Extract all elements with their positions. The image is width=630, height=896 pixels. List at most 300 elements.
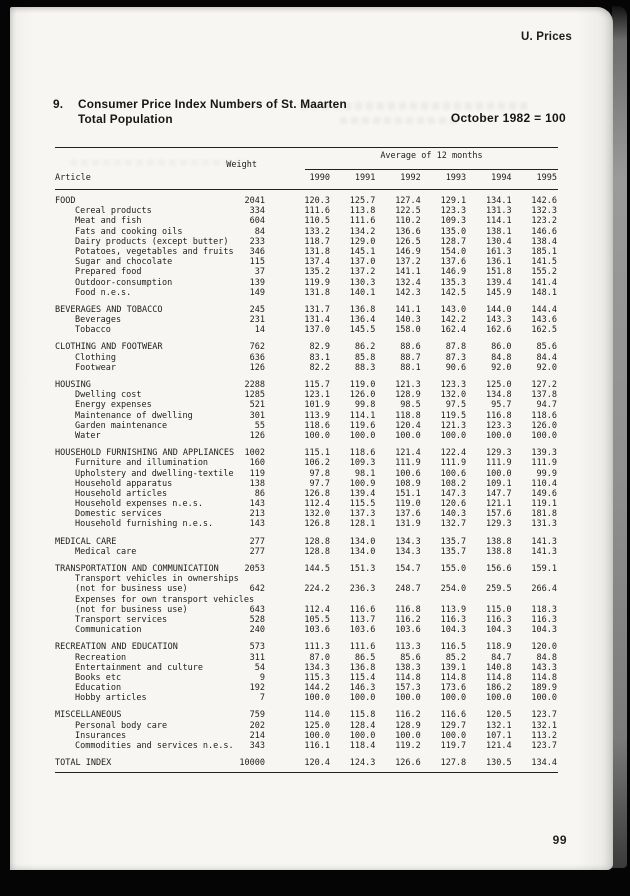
- year-header: 1994: [491, 173, 512, 183]
- weight-cell: 119: [249, 468, 265, 479]
- index-value-cell: 115.1: [304, 448, 330, 459]
- index-value-cell: 125.0: [485, 380, 512, 390]
- index-value-cell: 100.0: [304, 430, 330, 441]
- title-line2: Total Population: [78, 111, 173, 126]
- table-row: [55, 673, 558, 683]
- index-value-cell: 145.9: [485, 287, 512, 298]
- index-value-cell: 86.5: [354, 652, 376, 663]
- index-value-cell: 100.0: [485, 468, 512, 479]
- index-value-cell: 132.4: [395, 277, 421, 288]
- index-value-cell: 119.2: [395, 741, 421, 751]
- index-value-cell: 114.8: [440, 672, 467, 683]
- index-value-cell: 103.6: [395, 625, 421, 636]
- index-value-cell: 136.4: [349, 315, 376, 326]
- index-value-cell: 131.4: [304, 315, 330, 326]
- index-value-cell: [421, 595, 466, 605]
- year-header: 1993: [445, 173, 467, 183]
- index-value-cell: 115.3: [304, 672, 330, 683]
- index-value-cell: 112.4: [304, 499, 330, 510]
- table-row: [55, 499, 558, 509]
- index-value-cell: 88.6: [400, 342, 421, 353]
- index-value-cell: 140.3: [440, 509, 467, 520]
- article-cell: Transport services: [75, 614, 168, 625]
- table-row: [55, 741, 558, 751]
- index-value-cell: 132.1: [485, 720, 512, 731]
- index-value-cell: 128.7: [440, 236, 467, 247]
- index-value-cell: 88.1: [400, 362, 421, 373]
- weight-cell: 55: [254, 420, 265, 431]
- index-value-cell: 128.1: [349, 519, 376, 530]
- index-value-cell: 141.1: [395, 304, 421, 315]
- index-value-cell: 119.0: [395, 499, 421, 510]
- article-cell: Maintenance of dwelling: [75, 410, 193, 421]
- index-value-cell: 155.2: [531, 267, 557, 278]
- index-value-cell: 116.3: [485, 614, 512, 625]
- index-value-cell: 136.8: [349, 304, 376, 315]
- article-cell: Fats and cooking oils: [75, 226, 183, 237]
- article-cell: Transport vehicles in ownerships: [75, 574, 239, 585]
- index-value-cell: 136.1: [485, 257, 512, 268]
- weight-cell: 54: [254, 662, 265, 673]
- index-value-cell: 144.4: [531, 304, 557, 315]
- index-value-cell: 134.0: [349, 546, 376, 557]
- weight-cell: 213: [249, 509, 265, 520]
- index-value-cell: 138.8: [485, 546, 512, 557]
- section-number: 9.: [53, 97, 64, 111]
- index-value-cell: 134.4: [531, 758, 557, 769]
- table-row: [55, 305, 558, 315]
- index-value-cell: 141.1: [395, 267, 421, 278]
- article-cell: CLOTHING AND FOOTWEAR: [55, 342, 163, 353]
- index-value-cell: 121.3: [395, 380, 421, 390]
- index-value-cell: 118.7: [304, 236, 330, 247]
- index-value-cell: 133.2: [304, 226, 330, 237]
- index-value-cell: 122.4: [440, 448, 467, 459]
- index-value-cell: 134.1: [485, 196, 512, 206]
- index-value-cell: 186.2: [485, 683, 512, 694]
- index-value-cell: 128.4: [349, 720, 376, 731]
- weight-cell: 301: [249, 410, 265, 421]
- article-cell: Household articles: [75, 488, 168, 499]
- index-value-cell: 139.4: [485, 277, 512, 288]
- table-row: [55, 363, 558, 373]
- index-value-cell: 128.9: [395, 720, 421, 731]
- index-value-cell: 137.6: [395, 509, 421, 520]
- index-value-cell: 100.0: [440, 430, 467, 441]
- year-header-row: [55, 173, 558, 183]
- index-value-cell: 143.3: [531, 662, 557, 673]
- index-value-cell: 127.4: [395, 196, 421, 206]
- table-row: [55, 400, 558, 410]
- index-value-cell: 131.8: [304, 287, 330, 298]
- index-value-cell: 100.0: [395, 430, 421, 441]
- index-value-cell: [466, 574, 511, 584]
- table-row: [55, 421, 558, 431]
- article-cell: Footwear: [75, 362, 116, 373]
- index-value-cell: 122.5: [395, 206, 421, 217]
- table-row: [55, 625, 558, 635]
- index-value-cell: 113.9: [304, 410, 330, 421]
- index-value-cell: 149.6: [531, 488, 557, 499]
- year-header: 1995: [536, 173, 557, 183]
- index-value-cell: 113.7: [349, 614, 376, 625]
- index-value-cell: 84.8: [536, 652, 557, 663]
- index-value-cell: 100.0: [531, 430, 557, 441]
- index-value-cell: 111.9: [440, 458, 467, 469]
- weight-cell: 642: [249, 584, 265, 595]
- index-value-cell: 142.5: [440, 287, 467, 298]
- index-value-cell: 146.3: [349, 683, 376, 694]
- article-cell: MEDICAL CARE: [55, 536, 117, 547]
- article-cell: Upholstery and dwelling-textile: [75, 468, 234, 479]
- article-cell: Medical care: [75, 546, 137, 557]
- weight-cell: 115: [249, 257, 265, 268]
- index-value-cell: 87.8: [445, 342, 467, 353]
- index-value-cell: 108.2: [440, 478, 467, 489]
- index-value-cell: 104.3: [531, 625, 557, 636]
- index-value-cell: 141.4: [531, 277, 557, 288]
- index-value-cell: 123.3: [440, 206, 467, 217]
- weight-cell: 245: [249, 304, 265, 315]
- index-value-cell: 86.2: [354, 342, 376, 353]
- index-value-cell: 110.2: [395, 216, 421, 227]
- article-cell: Outdoor-consumption: [75, 277, 173, 288]
- article-cell: Clothing: [75, 352, 116, 363]
- weight-cell: 10000: [239, 758, 265, 769]
- weight-cell: 202: [249, 720, 265, 731]
- index-value-cell: 138.1: [485, 226, 512, 237]
- index-value-cell: 100.0: [349, 430, 376, 441]
- index-value-cell: 134.2: [349, 226, 376, 237]
- index-value-cell: 162.4: [440, 325, 467, 336]
- index-value-cell: 132.7: [440, 519, 467, 530]
- index-value-cell: 97.7: [309, 478, 330, 489]
- index-value-cell: 111.6: [304, 206, 330, 217]
- index-value-cell: 144.2: [304, 683, 330, 694]
- weight-cell: 9: [259, 672, 265, 683]
- weight-cell: 214: [249, 730, 265, 741]
- index-value-cell: 143.6: [531, 315, 557, 326]
- document-page: [10, 7, 613, 870]
- weight-cell: 277: [249, 536, 265, 547]
- index-value-cell: [330, 574, 375, 584]
- index-value-cell: 131.9: [395, 519, 421, 530]
- weight-cell: 521: [249, 400, 265, 411]
- weight-cell: 192: [249, 683, 265, 694]
- index-value-cell: 140.1: [349, 287, 376, 298]
- index-value-cell: 126.6: [395, 758, 421, 769]
- index-value-cell: 120.3: [304, 196, 330, 206]
- index-value-cell: 111.6: [349, 216, 376, 227]
- index-value-cell: 129.0: [349, 236, 376, 247]
- weight-cell: 636: [249, 352, 265, 363]
- article-cell: Sugar and chocolate: [75, 257, 173, 268]
- index-value-cell: 139.1: [440, 662, 467, 673]
- weight-cell: 139: [249, 277, 265, 288]
- index-value-cell: 181.8: [531, 509, 557, 520]
- index-value-cell: 135.7: [440, 546, 467, 557]
- index-value-cell: 100.6: [395, 468, 421, 479]
- index-value-cell: 95.7: [491, 400, 512, 411]
- article-cell: (not for business use): [75, 584, 188, 595]
- index-value-cell: 130.4: [485, 236, 512, 247]
- index-value-cell: 116.3: [440, 614, 467, 625]
- article-cell: Dwelling cost: [75, 390, 142, 401]
- table-row: [55, 584, 558, 594]
- index-value-cell: 135.2: [304, 267, 330, 278]
- article-cell: Potatoes, vegetables and fruits: [75, 246, 234, 257]
- index-value-cell: 87.3: [445, 352, 467, 363]
- index-value-cell: 128.9: [395, 390, 421, 401]
- index-value-cell: 115.0: [485, 604, 512, 615]
- index-value-cell: 82.9: [309, 342, 330, 353]
- index-value-cell: 87.0: [309, 652, 330, 663]
- index-value-cell: [330, 595, 375, 605]
- weight-cell: [205, 595, 265, 605]
- weight-cell: 149: [249, 287, 265, 298]
- index-value-cell: 136.8: [349, 662, 376, 673]
- index-value-cell: 134.3: [304, 662, 330, 673]
- index-value-cell: 141.5: [531, 257, 557, 268]
- index-value-cell: 137.0: [304, 325, 330, 336]
- article-cell: Books etc: [75, 672, 122, 683]
- weight-cell: 231: [249, 315, 265, 326]
- table-row: [55, 227, 558, 237]
- index-value-cell: 131.8: [304, 246, 330, 257]
- article-cell: Education: [75, 683, 122, 694]
- weight-cell: 126: [249, 430, 265, 441]
- article-cell: MISCELLANEOUS: [55, 710, 122, 721]
- index-value-cell: 110.5: [304, 216, 330, 227]
- index-value-cell: 84.7: [491, 652, 512, 663]
- index-value-cell: 100.0: [440, 730, 467, 741]
- index-value-cell: 116.2: [395, 710, 421, 721]
- table-row: [55, 564, 558, 574]
- index-value-cell: 111.6: [349, 642, 376, 653]
- index-value-cell: 84.8: [491, 352, 512, 363]
- article-cell: Prepared food: [75, 267, 142, 278]
- article-cell: Household expenses n.e.s.: [75, 499, 203, 510]
- index-value-cell: 136.6: [395, 226, 421, 237]
- article-cell: Water: [75, 430, 101, 441]
- article-cell: FOOD: [55, 196, 76, 206]
- index-value-cell: 100.0: [349, 730, 376, 741]
- table-row: [55, 247, 558, 257]
- table-row: [55, 693, 558, 703]
- index-value-cell: 120.4: [304, 758, 330, 769]
- article-cell: (not for business use): [75, 604, 188, 615]
- table-row: [55, 605, 558, 615]
- table-row: [55, 758, 558, 768]
- year-header: 1990: [309, 173, 330, 183]
- weight-header: Weight: [226, 160, 257, 170]
- table-row: [55, 267, 558, 277]
- index-value-cell: 104.3: [440, 625, 467, 636]
- index-value-cell: 108.9: [395, 478, 421, 489]
- table-row: [55, 615, 558, 625]
- index-value-cell: [466, 595, 511, 605]
- index-value-cell: 116.3: [531, 614, 557, 625]
- index-value-cell: 114.1: [349, 410, 376, 421]
- index-value-cell: [512, 574, 557, 584]
- weight-cell: 143: [249, 499, 265, 510]
- index-value-cell: 121.1: [485, 499, 512, 510]
- index-value-cell: 132.1: [531, 720, 557, 731]
- index-value-cell: 145.1: [349, 246, 376, 257]
- index-value-cell: 126.5: [395, 236, 421, 247]
- index-value-cell: 98.5: [400, 400, 421, 411]
- article-cell: TRANSPORTATION AND COMMUNICATION: [55, 564, 219, 574]
- index-value-cell: 113.8: [349, 206, 376, 217]
- index-value-cell: 114.1: [485, 216, 512, 227]
- index-value-cell: 146.6: [531, 226, 557, 237]
- table-row: [55, 574, 558, 584]
- table-row: [55, 479, 558, 489]
- index-value-cell: 121.4: [485, 741, 512, 751]
- index-value-cell: 115.5: [349, 499, 376, 510]
- index-value-cell: 100.0: [349, 693, 376, 704]
- table-row: [55, 380, 558, 390]
- table-row: [55, 509, 558, 519]
- index-value-cell: 118.3: [531, 604, 557, 615]
- weight-cell: 86: [254, 488, 265, 499]
- weight-cell: 7: [259, 693, 265, 704]
- index-value-cell: 126.8: [304, 488, 330, 499]
- index-value-cell: 110.4: [531, 478, 557, 489]
- article-cell: Insurances: [75, 730, 127, 741]
- index-value-cell: 120.0: [531, 642, 557, 653]
- index-value-cell: 147.7: [485, 488, 512, 499]
- index-value-cell: 126.0: [349, 390, 376, 401]
- article-cell: Beverages: [75, 315, 122, 326]
- index-value-cell: 88.3: [354, 362, 376, 373]
- index-value-cell: 85.2: [445, 652, 467, 663]
- index-value-cell: 100.6: [440, 468, 467, 479]
- index-value-cell: 119.7: [440, 741, 467, 751]
- table-row: [55, 390, 558, 400]
- article-cell: HOUSING: [55, 380, 91, 390]
- weight-cell: 346: [249, 246, 265, 257]
- index-value-cell: 109.3: [440, 216, 467, 227]
- weight-cell: 528: [249, 614, 265, 625]
- weight-cell: 2053: [244, 564, 265, 574]
- index-value-cell: 134.3: [395, 546, 421, 557]
- index-value-cell: 124.3: [349, 758, 376, 769]
- index-value-cell: 137.8: [531, 390, 557, 401]
- index-value-cell: 138.3: [395, 662, 421, 673]
- index-value-cell: 248.7: [395, 584, 421, 595]
- index-value-cell: 266.4: [531, 584, 557, 595]
- article-cell: Garden maintenance: [75, 420, 168, 431]
- table-row: [55, 458, 558, 468]
- index-value-cell: 189.9: [531, 683, 557, 694]
- index-value-cell: 114.0: [304, 710, 330, 721]
- weight-cell: 277: [249, 546, 265, 557]
- index-value-cell: 116.8: [485, 410, 512, 421]
- index-value-cell: 151.3: [349, 564, 376, 574]
- index-value-cell: 128.8: [304, 546, 330, 557]
- index-value-cell: 254.0: [440, 584, 467, 595]
- index-value-cell: 132.3: [531, 206, 557, 217]
- index-value-cell: 141.3: [531, 546, 557, 557]
- index-value-cell: 123.3: [440, 380, 467, 390]
- index-value-cell: 100.0: [304, 693, 330, 704]
- cpi-table: [55, 147, 558, 773]
- table-row: [55, 642, 558, 652]
- index-value-cell: 123.1: [304, 390, 330, 401]
- weight-cell: 240: [249, 625, 265, 636]
- index-value-cell: 155.0: [440, 564, 467, 574]
- index-value-cell: 161.3: [485, 246, 512, 257]
- index-value-cell: 100.0: [395, 730, 421, 741]
- table-row: [55, 469, 558, 479]
- index-value-cell: 131.3: [485, 206, 512, 217]
- index-value-cell: 115.8: [349, 710, 376, 721]
- index-value-cell: 156.6: [485, 564, 512, 574]
- index-value-cell: 97.8: [309, 468, 330, 479]
- index-value-cell: 100.0: [485, 693, 512, 704]
- index-value-cell: 140.3: [395, 315, 421, 326]
- index-value-cell: 120.5: [485, 710, 512, 721]
- table-row: [55, 663, 558, 673]
- index-value-cell: [265, 595, 330, 605]
- index-value-cell: 98.1: [354, 468, 376, 479]
- index-value-cell: 121.4: [395, 448, 421, 459]
- index-value-cell: 111.9: [531, 458, 557, 469]
- table-row: [55, 411, 558, 421]
- index-value-cell: 125.7: [349, 196, 376, 206]
- article-cell: Meat and fish: [75, 216, 142, 227]
- index-value-cell: 148.1: [531, 287, 557, 298]
- index-value-cell: 132.0: [304, 509, 330, 520]
- index-value-cell: 100.0: [485, 430, 512, 441]
- article-cell: Household furnishing n.e.s.: [75, 519, 214, 530]
- index-value-cell: 92.0: [536, 362, 557, 373]
- index-value-cell: 130.5: [485, 758, 512, 769]
- index-value-cell: 142.6: [531, 196, 557, 206]
- index-value-cell: 143.0: [440, 304, 467, 315]
- index-value-cell: 118.9: [485, 642, 512, 653]
- table-row: [55, 448, 558, 458]
- index-value-cell: 85.6: [536, 342, 557, 353]
- article-cell: Personal body care: [75, 720, 168, 731]
- article-cell: Furniture and illumination: [75, 458, 209, 469]
- index-value-cell: 159.1: [531, 564, 557, 574]
- index-value-cell: 103.6: [304, 625, 330, 636]
- index-value-cell: 116.5: [440, 642, 467, 653]
- index-value-cell: 127.8: [440, 758, 467, 769]
- table-row: [55, 216, 558, 226]
- weight-cell: 233: [249, 236, 265, 247]
- index-value-cell: 151.1: [395, 488, 421, 499]
- index-value-cell: [265, 574, 330, 584]
- weight-cell: 84: [254, 226, 265, 237]
- index-value-cell: 94.7: [536, 400, 557, 411]
- index-value-cell: 97.5: [445, 400, 467, 411]
- article-cell: Domestic services: [75, 509, 162, 520]
- index-value-cell: 116.1: [304, 741, 330, 751]
- index-value-cell: 118.6: [531, 410, 557, 421]
- year-header: 1991: [354, 173, 376, 183]
- index-value-cell: 120.6: [440, 499, 467, 510]
- table-row: [55, 206, 558, 216]
- article-cell: RECREATION AND EDUCATION: [55, 642, 178, 653]
- weight-cell: 143: [249, 519, 265, 530]
- table-rows: [55, 196, 558, 768]
- title-line1: Consumer Price Index Numbers of St. Maarten: [78, 97, 347, 111]
- table-row: [55, 431, 558, 441]
- index-value-cell: 99.8: [354, 400, 376, 411]
